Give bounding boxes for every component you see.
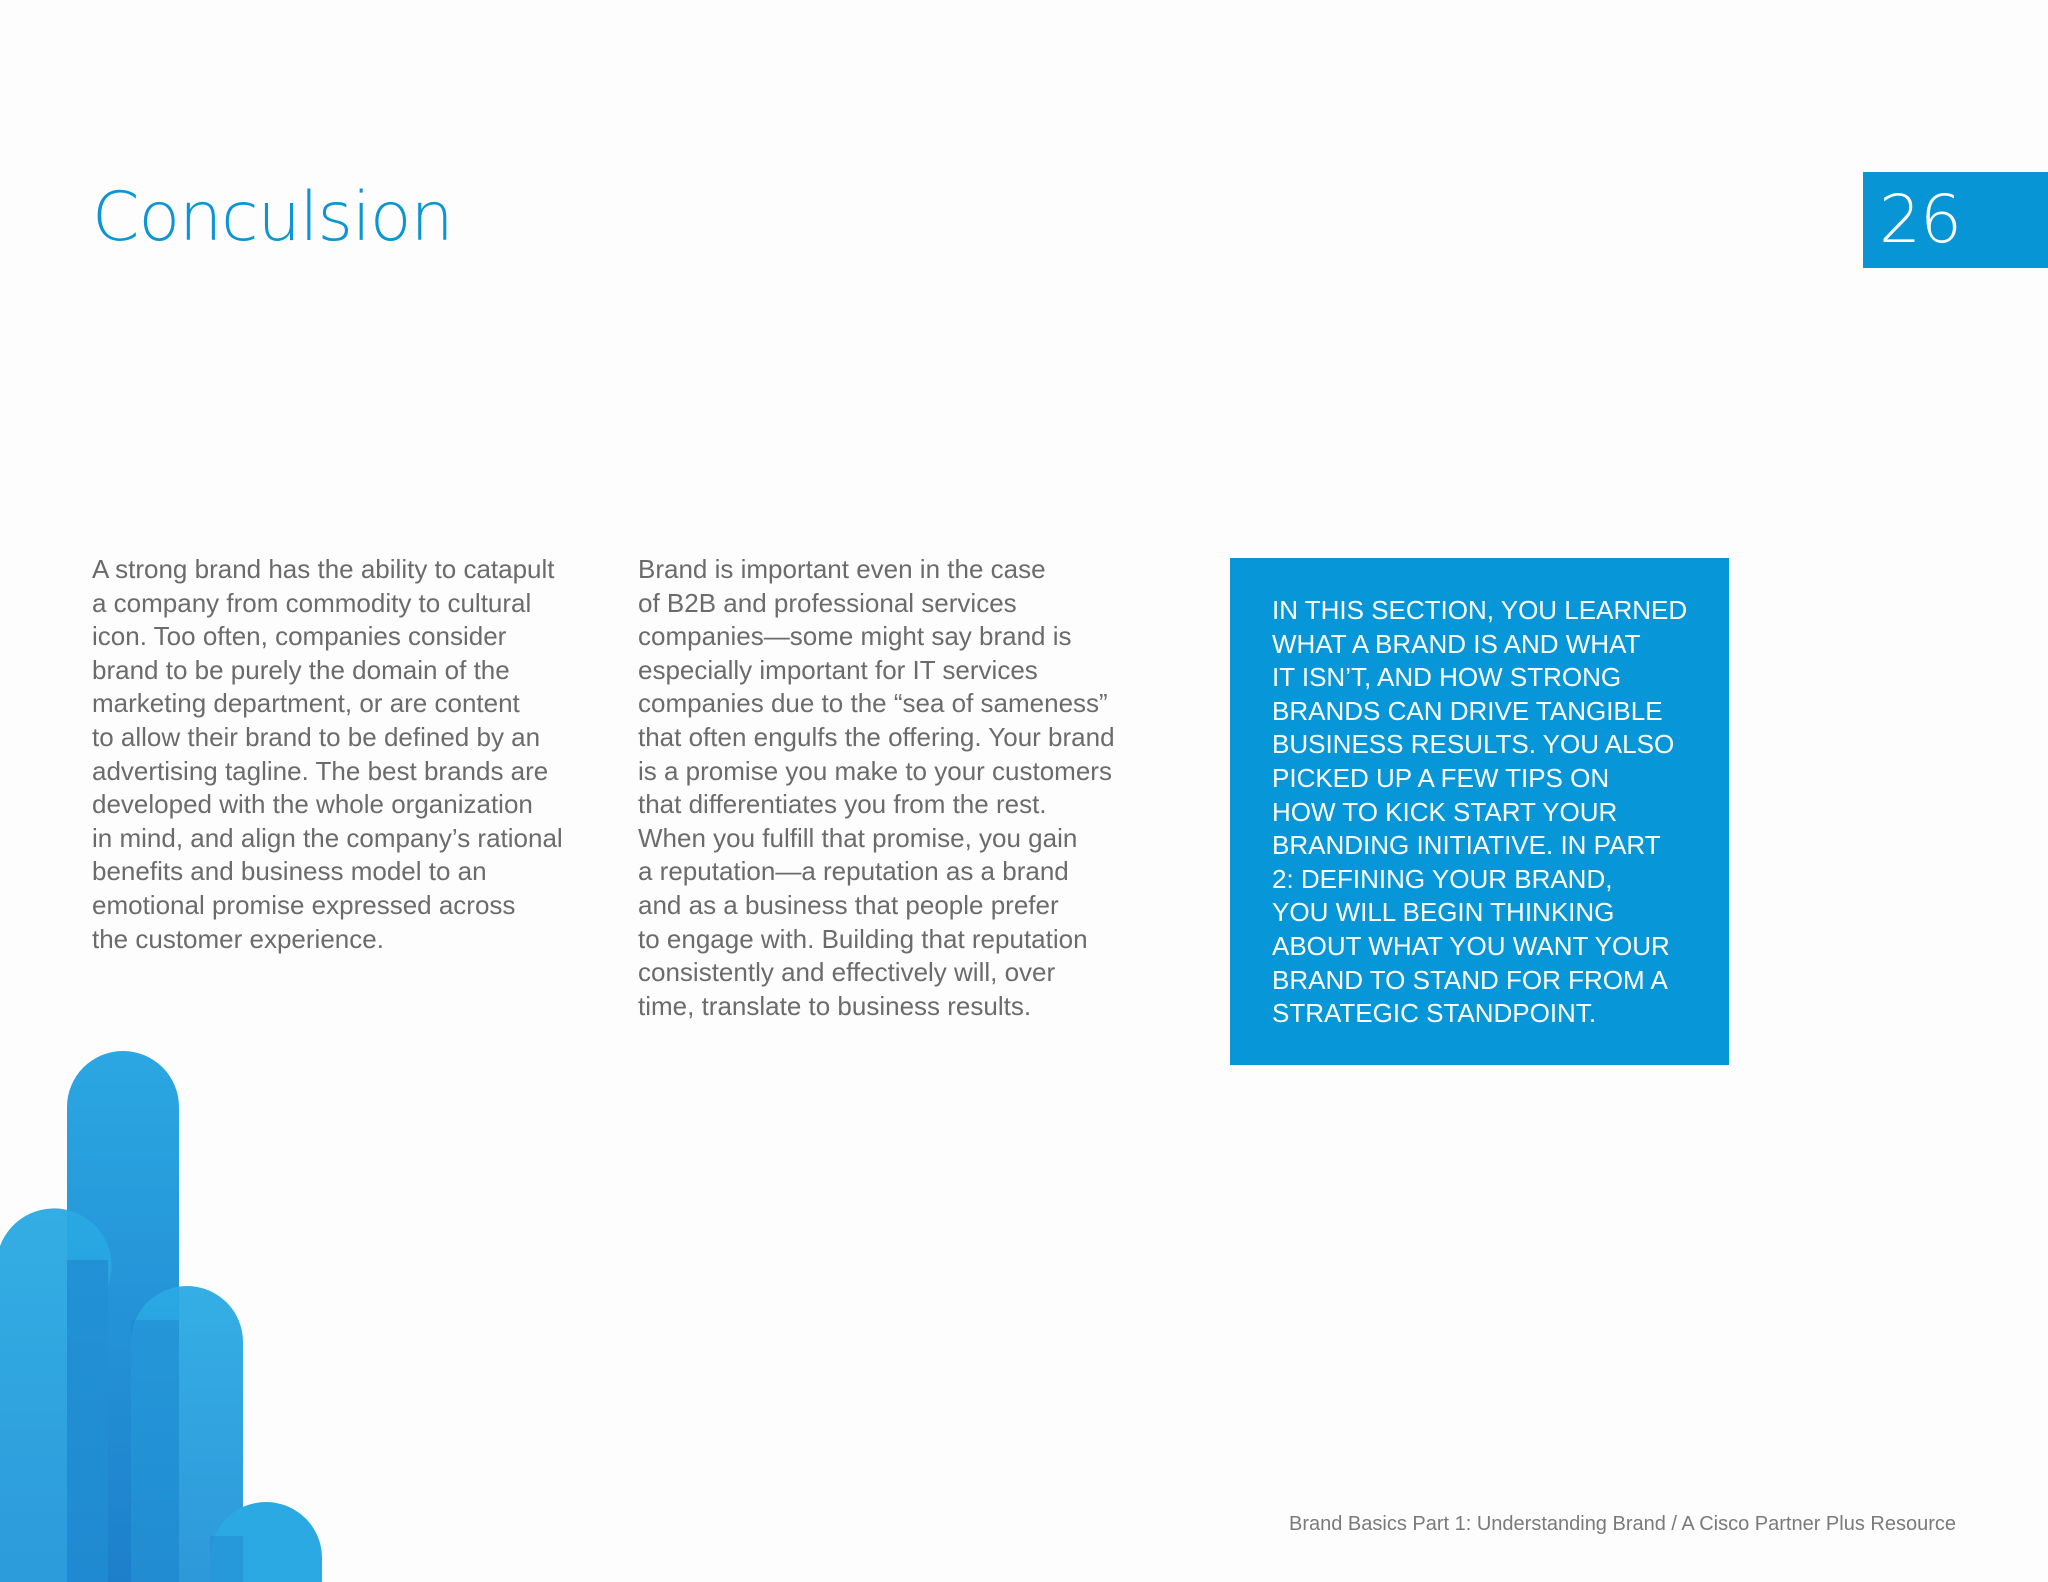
body-line: is a promise you make to your customers <box>638 755 1112 786</box>
section-summary-callout <box>1230 558 1729 1065</box>
body-line: that often engulfs the offering. Your brand <box>638 721 1115 752</box>
body-line: A strong brand has the ability to catapult <box>92 554 555 584</box>
body-line: emotional promise expressed across <box>92 889 516 920</box>
body-line: marketing department, or are content <box>92 688 520 719</box>
page-number-badge <box>1863 172 2048 268</box>
body-line: to allow their brand to be defined by an <box>92 721 541 752</box>
body-line: When you fulfill that promise, you gain <box>638 822 1078 853</box>
rising-blue-bars-graphic <box>0 1020 340 1582</box>
body-line: a reputation—a reputation as a brand <box>638 856 1069 887</box>
body-line: developed with the whole organization <box>92 789 533 820</box>
callout-line: WHAT A BRAND IS AND WHAT <box>1272 628 1641 659</box>
page-footer: Brand Basics Part 1: Understanding Brand / A Cisco Partner Plus Resource <box>1288 1513 1956 1535</box>
body-line: in mind, and align the company’s rational <box>92 822 563 853</box>
body-line: companies—some might say brand is <box>638 621 1072 652</box>
body-column-middle <box>638 553 1148 1023</box>
callout-line: BRANDS CAN DRIVE TANGIBLE <box>1272 695 1663 726</box>
body-line: of B2B and professional services <box>638 587 1017 618</box>
callout-line: IT ISN’T, AND HOW STRONG <box>1272 662 1622 693</box>
body-line: consistently and effectively will, over <box>638 957 1056 988</box>
page-number: 26 <box>1879 181 1961 258</box>
body-line: advertising tagline. The best brands are <box>92 755 549 786</box>
callout-line: 2: DEFINING YOUR BRAND, <box>1272 863 1613 894</box>
body-line: companies due to the “sea of sameness” <box>638 688 1108 719</box>
body-line: brand to be purely the domain of the <box>92 654 510 685</box>
body-line: Brand is important even in the case <box>638 554 1046 584</box>
body-column-left <box>92 553 602 956</box>
callout-line: STRATEGIC STANDPOINT. <box>1272 998 1597 1029</box>
body-line: and as a business that people prefer <box>638 889 1059 920</box>
bar-overlap-shade <box>210 1536 243 1582</box>
callout-line: ABOUT WHAT YOU WANT YOUR <box>1272 930 1670 961</box>
body-line: that differentiates you from the rest. <box>638 789 1047 820</box>
body-line: time, translate to business results. <box>638 990 1032 1021</box>
callout-line: YOU WILL BEGIN THINKING <box>1272 897 1615 928</box>
callout-line: HOW TO KICK START YOUR <box>1272 796 1618 827</box>
body-line: to engage with. Building that reputation <box>638 923 1088 954</box>
callout-line: IN THIS SECTION, YOU LEARNED <box>1272 595 1688 625</box>
bar-overlap-shade <box>67 1260 108 1582</box>
callout-line: PICKED UP A FEW TIPS ON <box>1272 762 1610 793</box>
body-line: a company from commodity to cultural <box>92 587 532 618</box>
body-line: the customer experience. <box>92 923 384 954</box>
callout-line: BRANDING INITIATIVE. IN PART <box>1272 830 1661 861</box>
body-line: especially important for IT services <box>638 654 1038 685</box>
callout-line: BRAND TO STAND FOR FROM A <box>1272 964 1668 995</box>
callout-text <box>1272 594 1709 1031</box>
callout-line: BUSINESS RESULTS. YOU ALSO <box>1272 729 1675 760</box>
body-line: benefits and business model to an <box>92 856 487 887</box>
bar-overlap-shade <box>131 1320 179 1582</box>
body-line: icon. Too often, companies consider <box>92 621 507 652</box>
page-title: Conculsion <box>92 178 453 257</box>
